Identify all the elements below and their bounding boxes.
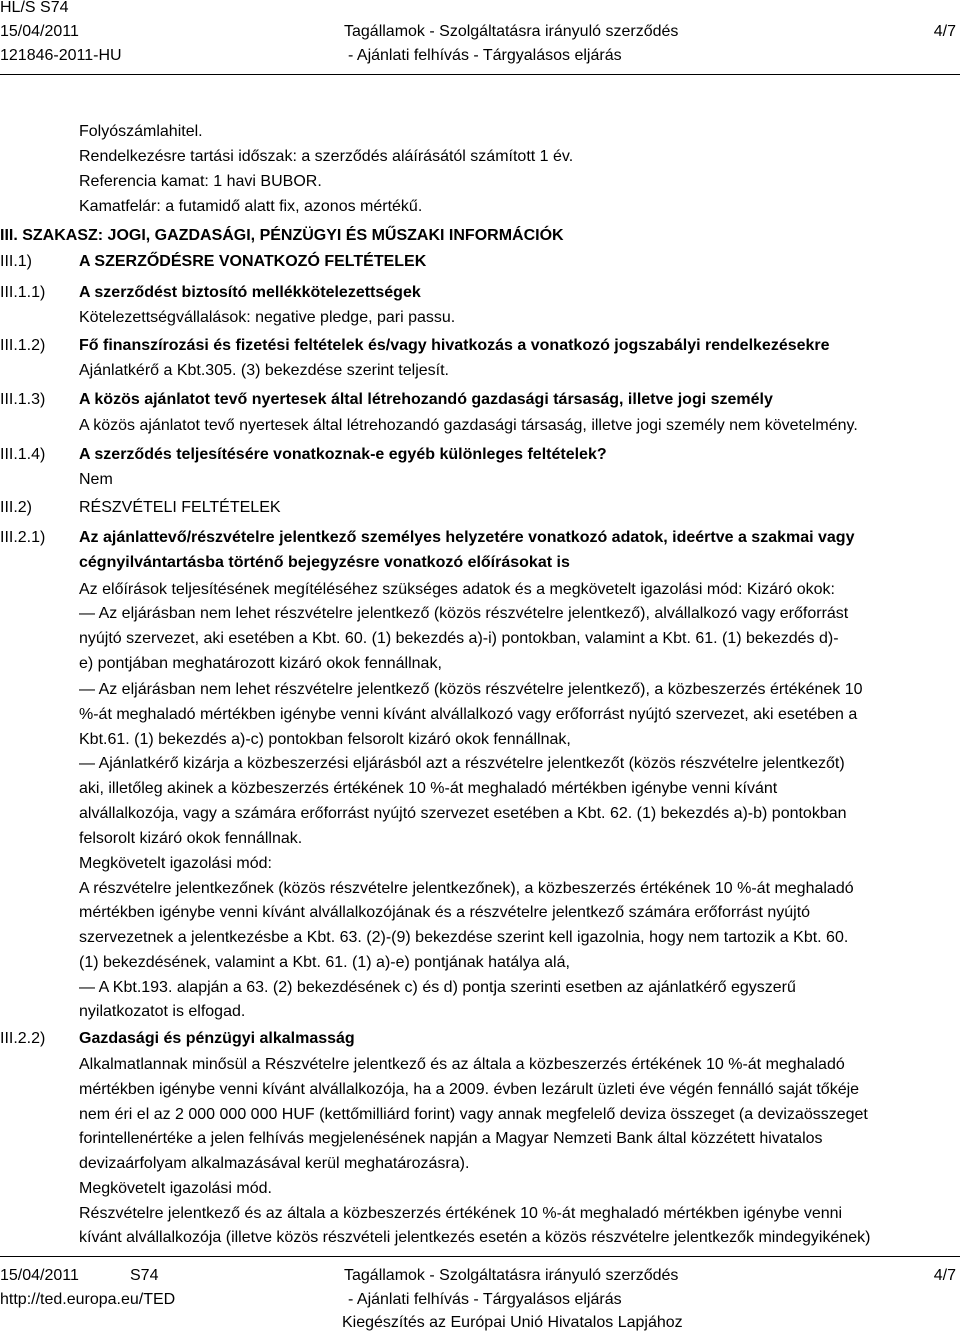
footer-title-line3: Kiegészítés az Európai Unió Hivatalos Lapjához <box>342 1314 683 1331</box>
body-text-line: mértékben igénybe venni kívánt alvállalkozója, ha a 2009. évben lezárult üzleti éve végén fennálló saját tőkéje <box>79 1081 860 1098</box>
body-text-line: Kbt.61. (1) bekezdés a)-c) pontokban felsorolt kizáró okok fennállnak, <box>79 731 571 748</box>
header-docid: 121846-2011-HU <box>0 47 122 64</box>
section-label-iii21: III.2.1) <box>0 529 46 546</box>
body-text-line: Kötelezettségvállalások: negative pledge, pari passu. <box>79 309 456 326</box>
body-text-line: szervezetnek a jelentkezésbe a Kbt. 63. (2)-(9) bekezdése szerint kell igazolnia, hogy nem tartozik a Kbt. 60. <box>79 929 849 946</box>
subsection-heading: A szerződés teljesítésére vonatkoznak-e egyéb különleges feltételek? <box>79 446 607 463</box>
body-text-line: Megkövetelt igazolási mód. <box>79 1180 272 1197</box>
body-text-line: — Az eljárásban nem lehet részvételre jelentkező (közös részvételre jelentkező), alvállalkozó vagy erőforrást <box>79 605 849 622</box>
body-text-line: alvállalkozója, vagy a számára erőforrást nyújtó szervezet esetében a Kbt. 62. (1) bekezdés a)-b) pontokban <box>79 805 847 822</box>
footer-title-line1: Tagállamok - Szolgáltatásra irányuló szerződés <box>344 1267 679 1284</box>
subsection-heading: A közös ajánlatot tevő nyertesek által létrehozandó gazdasági társaság, illetve jogi személy <box>79 391 773 408</box>
subsection-heading: A SZERZŐDÉSRE VONATKOZÓ FELTÉTELEK <box>79 253 427 270</box>
section-title: III. SZAKASZ: JOGI, GAZDASÁGI, PÉNZÜGYI ÉS MŰSZAKI INFORMÁCIÓK <box>0 227 564 244</box>
footer-series: S74 <box>130 1267 159 1284</box>
header-series: HL/S S74 <box>0 0 69 16</box>
body-text-line: Megkövetelt igazolási mód: <box>79 855 272 872</box>
body-text-line: Ajánlatkérő a Kbt.305. (3) bekezdése szerint teljesít. <box>79 362 449 379</box>
body-text-line: mértékben igénybe venni kívánt alvállalkozójának és a részvételre jelentkező számára erőforrást nyújtó <box>79 904 811 921</box>
body-text-line: felsorolt kizáró okok fennállnak. <box>79 830 303 847</box>
section-label-iii12: III.1.2) <box>0 337 46 354</box>
body-text-line: nem éri el az 2 000 000 000 HUF (kettőmilliárd forint) vagy annak megfelelő deviza összeget (a devizaösszeget <box>79 1106 868 1123</box>
intro-line: Rendelkezésre tartási időszak: a szerződés aláírásától számított 1 év. <box>79 148 574 165</box>
section-label-iii11: III.1.1) <box>0 284 46 301</box>
subsection-heading: Fő finanszírozási és fizetési feltételek és/vagy hivatkozás a vonatkozó jogszabályi rendelkezésekre <box>79 337 830 354</box>
body-text-line: devizaárfolyam alkalmazásával kerül meghatározásra). <box>79 1155 470 1172</box>
section-label-iii13: III.1.3) <box>0 391 46 408</box>
section-label-iii14: III.1.4) <box>0 446 46 463</box>
section-label-iii1: III.1) <box>0 253 33 270</box>
header-divider <box>0 74 960 75</box>
intro-line: Kamatfelár: a futamidő alatt fix, azonos mértékű. <box>79 198 423 215</box>
section-label-iii2: III.2) <box>0 499 33 516</box>
header-date: 15/04/2011 <box>0 23 79 40</box>
header-title-line2: - Ajánlati felhívás - Tárgyalásos eljárás <box>348 47 622 64</box>
body-text-line: aki, illetőleg akinek a közbeszerzés értékének 10 %-át meghaladó mértékben igénybe venni kívánt <box>79 780 778 797</box>
subsection-heading: A szerződést biztosító mellékkötelezettségek <box>79 284 421 301</box>
footer-url-link[interactable]: http://ted.europa.eu/TED <box>0 1291 176 1308</box>
body-text-line: kívánt alvállalkozója (illetve közös részvételi jelentkezés esetén a közös részvételre jelentkezők mindegyikének) <box>79 1229 871 1246</box>
body-text-line: forintellenértéke a jelen felhívás megjelenésének napján a Magyar Nemzeti Bank által közzétett hivatalos <box>79 1130 823 1147</box>
body-text-line: Nem <box>79 471 113 488</box>
subsection-heading: cégnyilvántartásba történő bejegyzésre vonatkozó előírásokat is <box>79 554 570 571</box>
body-text-line: %-át meghaladó mértékben igénybe venni kívánt alvállalkozó vagy erőforrást nyújtó szervezet, aki esetében a <box>79 706 858 723</box>
body-text-line: A közös ajánlatot tevő nyertesek által létrehozandó gazdasági társaság, illetve jogi személy nem követelmény. <box>79 417 858 434</box>
body-text-line: A részvételre jelentkezőnek (közös részvételre jelentkezőnek), a közbeszerzés értékének 10 %-át meghaladó <box>79 880 854 897</box>
footer-divider <box>0 1256 960 1257</box>
footer-url[interactable] <box>0 1290 175 1310</box>
section-label-iii22: III.2.2) <box>0 1030 46 1047</box>
body-text-line: — Ajánlatkérő kizárja a közbeszerzési eljárásból azt a részvételre jelentkezőt (közös részvételre jelentkezőt) <box>79 755 845 772</box>
body-text-line: nyújtó szervezet, aki esetében a Kbt. 60. (1) bekezdés a)-i) pontokban, valamint a Kbt. 61. (1) bekezdés d)- <box>79 630 839 647</box>
body-text-line: Az előírások teljesítésének megítéléséhez szükséges adatok és a megkövetelt igazolási mód: Kizáró okok: <box>79 581 835 598</box>
footer-page-number: 4/7 <box>933 1267 956 1284</box>
body-text-line: Részvételre jelentkező és az általa a közbeszerzés értékének 10 %-át meghaladó mértékben igénybe venni <box>79 1205 843 1222</box>
body-text-line: (1) bekezdésének, valamint a Kbt. 61. (1) a)-e) pontjának hatálya alá, <box>79 954 570 971</box>
subsection-heading: Gazdasági és pénzügyi alkalmasság <box>79 1030 355 1047</box>
footer-title-line2: - Ajánlati felhívás - Tárgyalásos eljárás <box>348 1291 622 1308</box>
body-text-line: — A Kbt.193. alapján a 63. (2) bekezdésének c) és d) pontja szerinti esetben az ajánlatkérő egyszerű <box>79 979 796 996</box>
subsection-heading: Az ajánlattevő/részvételre jelentkező személyes helyzetére vonatkozó adatok, ideértve a szakmai vagy <box>79 529 855 546</box>
body-text-line: nyilatkozatot is elfogad. <box>79 1003 246 1020</box>
footer-date: 15/04/2011 <box>0 1267 79 1284</box>
intro-line: Folyószámlahitel. <box>79 123 203 140</box>
intro-line: Referencia kamat: 1 havi BUBOR. <box>79 173 322 190</box>
header-page-number: 4/7 <box>933 23 956 40</box>
subsection-heading: RÉSZVÉTELI FELTÉTELEK <box>79 499 281 516</box>
body-text-line: Alkalmatlannak minősül a Részvételre jelentkező és az általa a közbeszerzés értékének 10 %-át meghaladó <box>79 1056 845 1073</box>
header-title-line1: Tagállamok - Szolgáltatásra irányuló szerződés <box>344 23 679 40</box>
body-text-line: — Az eljárásban nem lehet részvételre jelentkező (közös részvételre jelentkező), a közbeszerzés értékének 10 <box>79 681 863 698</box>
body-text-line: e) pontjában meghatározott kizáró okok fennállnak, <box>79 655 442 672</box>
